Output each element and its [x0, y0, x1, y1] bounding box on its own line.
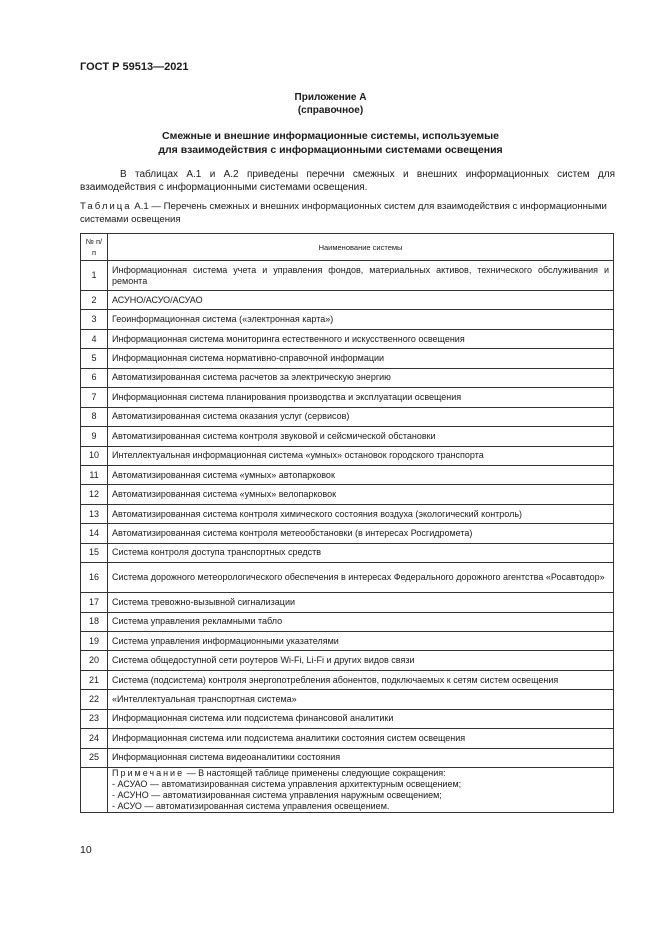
table-row [81, 310, 614, 329]
system-name: Система управления информационными указателями [108, 632, 614, 651]
system-name: Интеллектуальная информационная система «умных» остановок городского транспорта [108, 446, 614, 465]
row-number: 7 [81, 388, 108, 407]
system-name: Система контроля доступа транспортных средств [108, 543, 614, 562]
note-abbreviation: - АСУАО — автоматизированная система управления архитектурным освещением; [112, 779, 462, 790]
table-row [81, 729, 614, 748]
system-name: Информационная система планирования производства и эксплуатации освещения [108, 388, 614, 407]
table-row [81, 261, 614, 291]
system-name: Система управления рекламными табло [108, 612, 614, 631]
row-number: 18 [81, 612, 108, 631]
appendix-subtitle: (справочное) [297, 105, 364, 116]
table-row [81, 446, 614, 465]
system-name: Автоматизированная система «умных» автопарковок [108, 465, 614, 484]
table-row [81, 563, 614, 593]
table-note [108, 768, 614, 813]
table-row [81, 612, 614, 631]
table-caption-label: Таблица [80, 201, 132, 212]
table-row [81, 593, 614, 612]
row-number: 22 [81, 690, 108, 709]
note-label: Примечание [112, 768, 185, 779]
table-row [81, 407, 614, 426]
row-number: 6 [81, 368, 108, 387]
note-abbreviation: - АСУНО — автоматизированная система управления наружным освещением; [112, 790, 442, 801]
system-name: Автоматизированная система оказания услуг (сервисов) [108, 407, 614, 426]
row-number: 10 [81, 446, 108, 465]
table-row [81, 368, 614, 387]
system-name: АСУНО/АСУО/АСУАО [108, 291, 614, 310]
table-row [81, 485, 614, 504]
system-name: Информационная система или подсистема аналитики состояния систем освещения [108, 729, 614, 748]
row-number: 12 [81, 485, 108, 504]
row-number: 23 [81, 709, 108, 728]
system-name: Система общедоступной сети роутеров Wi-Fi, Li-Fi и других видов связи [108, 651, 614, 670]
table-note-row [81, 768, 614, 813]
row-number: 9 [81, 427, 108, 446]
column-header-number: № п/п [81, 234, 108, 261]
section-heading-line-1: Смежные и внешние информационные системы, используемые [161, 130, 499, 142]
system-name: Система (подсистема) контроля энергопотребления абонентов, подключаемых к сетям систем освещения [108, 670, 614, 689]
table-row [81, 388, 614, 407]
table-row [81, 670, 614, 689]
system-name: Автоматизированная система контроля химического состояния воздуха (экологический контроль) [108, 504, 614, 523]
system-name: Информационная система видеоаналитики состояния [108, 748, 614, 767]
column-header-name: Наименование системы [108, 234, 614, 261]
table-row [81, 543, 614, 562]
table-row [81, 709, 614, 728]
row-number: 8 [81, 407, 108, 426]
section-heading-line-2: для взаимодействия с информационными системами освещения [158, 144, 503, 156]
table-row [81, 465, 614, 484]
table-row [81, 632, 614, 651]
row-number: 21 [81, 670, 108, 689]
system-name: Информационная система мониторинга естественного и искусственного освещения [108, 329, 614, 348]
table-caption-text: А.1 — Перечень смежных и внешних информационных систем для взаимодействия с информационными системами освещения [80, 201, 607, 225]
appendix-title: Приложение А [294, 92, 367, 103]
table-row [81, 349, 614, 368]
row-number: 17 [81, 593, 108, 612]
note-intro: — В настоящей таблице применены следующие сокращения: [184, 768, 446, 779]
system-name: «Интеллектуальная транспортная система» [108, 690, 614, 709]
system-name: Автоматизированная система расчетов за электрическую энергию [108, 368, 614, 387]
system-name: Система дорожного метеорологического обеспечения в интересах Федерального дорожного агентства «Росавтодор» [108, 563, 614, 593]
table-caption [80, 201, 615, 226]
system-name: Автоматизированная система «умных» велопарковок [108, 485, 614, 504]
row-number: 2 [81, 291, 108, 310]
system-name: Автоматизированная система контроля звуковой и сейсмической обстановки [108, 427, 614, 446]
system-name: Система тревожно-вызывной сигнализации [108, 593, 614, 612]
document-id: ГОСТ Р 59513—2021 [80, 61, 189, 73]
row-number: 11 [81, 465, 108, 484]
system-name: Информационная система учета и управления фондов, материальных активов, технического обслуживания и ремонта [108, 261, 614, 291]
row-number: 14 [81, 524, 108, 543]
row-number: 1 [81, 261, 108, 291]
system-name: Автоматизированная система контроля метеообстановки (в интересах Росгидромета) [108, 524, 614, 543]
row-number: 13 [81, 504, 108, 523]
table-row [81, 690, 614, 709]
note-abbreviation: - АСУО — автоматизированная система управления освещением. [112, 801, 390, 812]
row-number: 4 [81, 329, 108, 348]
table-row [81, 291, 614, 310]
page-number: 10 [80, 844, 92, 856]
table-row [81, 427, 614, 446]
table-row [81, 329, 614, 348]
systems-table [80, 233, 614, 813]
row-number: 16 [81, 563, 108, 593]
table-row [81, 504, 614, 523]
row-number: 5 [81, 349, 108, 368]
row-number: 15 [81, 543, 108, 562]
intro-paragraph: В таблицах А.1 и А.2 приведены перечни смежных и внешних информационных систем для взаимодействия с информационными системами освещения. [80, 169, 615, 193]
table-row [81, 748, 614, 767]
row-number: 25 [81, 748, 108, 767]
note-number-cell [81, 768, 108, 813]
system-name: Информационная система или подсистема финансовой аналитики [108, 709, 614, 728]
system-name: Информационная система нормативно-справочной информации [108, 349, 614, 368]
table-row [81, 524, 614, 543]
row-number: 24 [81, 729, 108, 748]
row-number: 20 [81, 651, 108, 670]
row-number: 3 [81, 310, 108, 329]
note-header [112, 768, 609, 779]
table-row [81, 651, 614, 670]
system-name: Геоинформационная система («электронная карта») [108, 310, 614, 329]
row-number: 19 [81, 632, 108, 651]
